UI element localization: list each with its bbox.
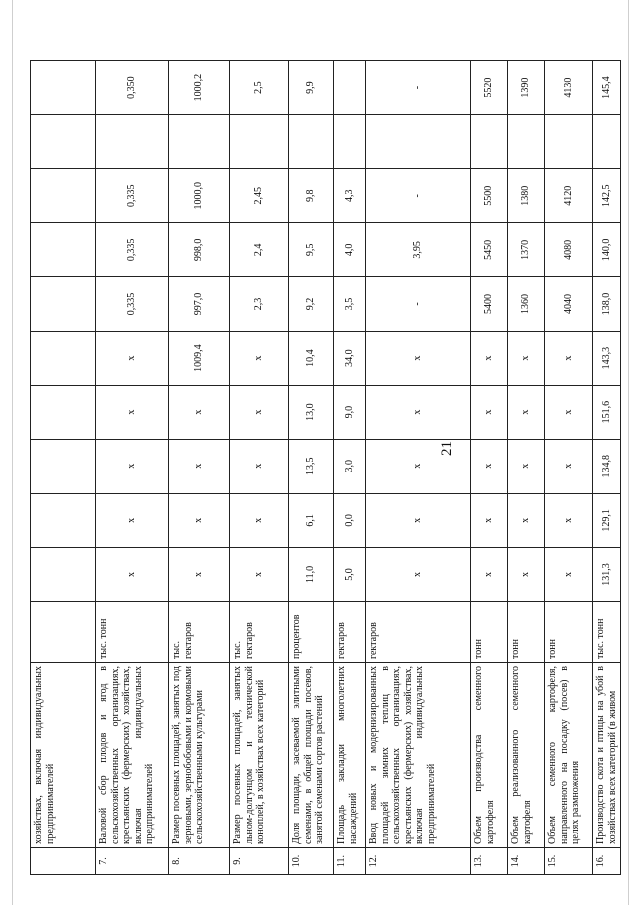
row-number: 9. — [230, 848, 289, 875]
value-cell: 5,0 — [334, 547, 366, 601]
table-row — [289, 61, 334, 875]
value-cell: 5500 — [471, 169, 508, 223]
value-cell: 1370 — [508, 223, 545, 277]
value-cell: 1360 — [508, 277, 545, 331]
value-cell: 140,0 — [593, 223, 621, 277]
value-cell: 138,0 — [593, 277, 621, 331]
value-cell: 10,4 — [289, 331, 334, 385]
table-row — [334, 61, 366, 875]
unit-cell: тонн — [545, 602, 593, 663]
value-cell: 0,350 — [96, 61, 169, 115]
value-cell: x — [508, 493, 545, 547]
value-cell: 143,3 — [593, 331, 621, 385]
value-cell: x — [169, 547, 230, 601]
value-cell: x — [230, 385, 289, 439]
unit-cell — [31, 602, 96, 663]
value-cell: x — [366, 439, 471, 493]
value-cell: 5400 — [471, 277, 508, 331]
value-cell: 4080 — [545, 223, 593, 277]
value-cell: x — [508, 331, 545, 385]
value-cell: - — [366, 277, 471, 331]
indicator-name: Площадь закладки многолетних насаждений — [334, 663, 366, 848]
row-number: 13. — [471, 848, 508, 875]
table-row — [230, 61, 289, 875]
unit-cell: гектаров — [334, 602, 366, 663]
value-cell: 2,3 — [230, 277, 289, 331]
value-cell: 13,5 — [289, 439, 334, 493]
value-cell — [31, 277, 96, 331]
indicators-table — [30, 60, 621, 875]
row-number: 11. — [334, 848, 366, 875]
value-cell: 145,4 — [593, 61, 621, 115]
value-cell: 3,5 — [334, 277, 366, 331]
value-cell: x — [471, 331, 508, 385]
value-cell — [230, 115, 289, 169]
value-cell: 9,0 — [334, 385, 366, 439]
value-cell: x — [545, 385, 593, 439]
value-cell: 11,0 — [289, 547, 334, 601]
value-cell: x — [230, 547, 289, 601]
value-cell: x — [96, 493, 169, 547]
table-row — [96, 61, 169, 875]
indicator-name: Ввод новых и модернизированных площадей зимних теплиц в сельскохозяйственных организациях, крестьянских (фермерских) хозяйствах, включая индивидуальных предпринимателей — [366, 663, 471, 848]
unit-cell: тыс. гектаров — [230, 602, 289, 663]
table-row — [169, 61, 230, 875]
value-cell: 6,1 — [289, 493, 334, 547]
value-cell: x — [508, 439, 545, 493]
indicator-name: Размер посевных площадей, занятых льном-долгунцом и технической коноплей, в хозяйствах всех категорий — [230, 663, 289, 848]
value-cell: x — [508, 547, 545, 601]
value-cell — [545, 115, 593, 169]
value-cell — [366, 115, 471, 169]
value-cell: x — [169, 385, 230, 439]
scan-edge-left — [12, 0, 13, 905]
indicator-name: Валовой сбор плодов и ягод в сельскохозяйственных организациях, крестьянских (фермерских) хозяйствах, включая индивидуальных предпринимателей — [96, 663, 169, 848]
rotated-table-container — [30, 60, 618, 875]
value-cell: 2,5 — [230, 61, 289, 115]
indicator-name: хозяйствах, включая индивидуальных предпринимателей — [31, 663, 96, 848]
value-cell: 34,0 — [334, 331, 366, 385]
unit-cell: тонн — [471, 602, 508, 663]
indicator-name: Доля площади, засеваемой элитными семенами, в общей площади посевов, занятой семенами сортов растений — [289, 663, 334, 848]
value-cell — [334, 61, 366, 115]
row-number: 7. — [96, 848, 169, 875]
value-cell: 0,335 — [96, 169, 169, 223]
value-cell: 142,5 — [593, 169, 621, 223]
value-cell: x — [508, 385, 545, 439]
value-cell: 3,0 — [334, 439, 366, 493]
unit-cell: процентов — [289, 602, 334, 663]
table-row — [31, 61, 96, 875]
value-cell: 4130 — [545, 61, 593, 115]
value-cell: 4,3 — [334, 169, 366, 223]
value-cell: x — [545, 439, 593, 493]
value-cell: x — [471, 493, 508, 547]
value-cell — [31, 61, 96, 115]
row-number: 8. — [169, 848, 230, 875]
value-cell: - — [366, 61, 471, 115]
unit-cell: тыс. тонн — [593, 602, 621, 663]
value-cell: 13,0 — [289, 385, 334, 439]
value-cell — [31, 493, 96, 547]
value-cell: 1009,4 — [169, 331, 230, 385]
unit-cell: тонн — [508, 602, 545, 663]
table-row — [545, 61, 593, 875]
value-cell: x — [545, 493, 593, 547]
value-cell: x — [230, 439, 289, 493]
value-cell — [593, 115, 621, 169]
value-cell: 151,6 — [593, 385, 621, 439]
value-cell: 129,1 — [593, 493, 621, 547]
value-cell: x — [230, 331, 289, 385]
value-cell: x — [471, 385, 508, 439]
unit-cell: тыс. тонн — [96, 602, 169, 663]
value-cell: x — [471, 439, 508, 493]
table-row — [366, 61, 471, 875]
value-cell: 1000,2 — [169, 61, 230, 115]
value-cell: 998,0 — [169, 223, 230, 277]
value-cell: x — [96, 385, 169, 439]
value-cell: 2,4 — [230, 223, 289, 277]
row-number: 16. — [593, 848, 621, 875]
value-cell: 134,8 — [593, 439, 621, 493]
value-cell — [31, 547, 96, 601]
value-cell: 0,335 — [96, 223, 169, 277]
value-cell: 4040 — [545, 277, 593, 331]
value-cell — [508, 115, 545, 169]
value-cell: 9,5 — [289, 223, 334, 277]
value-cell: 997,0 — [169, 277, 230, 331]
value-cell — [31, 331, 96, 385]
value-cell — [471, 115, 508, 169]
value-cell — [96, 115, 169, 169]
value-cell: 9,2 — [289, 277, 334, 331]
value-cell: - — [366, 169, 471, 223]
value-cell: 9,9 — [289, 61, 334, 115]
value-cell: x — [169, 439, 230, 493]
value-cell — [334, 115, 366, 169]
value-cell: x — [366, 547, 471, 601]
indicator-name: Размер посевных площадей, занятых под зерновыми, зернобобовыми и кормовыми сельскохозяйственными культурами — [169, 663, 230, 848]
value-cell: x — [545, 547, 593, 601]
value-cell: 4120 — [545, 169, 593, 223]
row-number: 10. — [289, 848, 334, 875]
value-cell: 131,3 — [593, 547, 621, 601]
scan-edge-right — [628, 0, 629, 905]
value-cell — [31, 439, 96, 493]
table-row — [593, 61, 621, 875]
value-cell: 1000,0 — [169, 169, 230, 223]
value-cell: x — [366, 493, 471, 547]
unit-cell: гектаров — [366, 602, 471, 663]
value-cell — [31, 223, 96, 277]
row-number: 15. — [545, 848, 593, 875]
value-cell: 3,95 — [366, 223, 471, 277]
value-cell: 9,8 — [289, 169, 334, 223]
value-cell: x — [471, 547, 508, 601]
value-cell: 4,0 — [334, 223, 366, 277]
table-row — [471, 61, 508, 875]
value-cell: x — [96, 439, 169, 493]
value-cell — [169, 115, 230, 169]
value-cell: 1390 — [508, 61, 545, 115]
value-cell: 2,45 — [230, 169, 289, 223]
row-number — [31, 848, 96, 875]
row-number: 12. — [366, 848, 471, 875]
value-cell — [31, 115, 96, 169]
unit-cell: тыс. гектаров — [169, 602, 230, 663]
value-cell: 5520 — [471, 61, 508, 115]
indicator-name: Объем семенного картофеля, направленного на посадку (посев) в целях размножения — [545, 663, 593, 848]
value-cell — [289, 115, 334, 169]
value-cell: x — [96, 547, 169, 601]
value-cell — [31, 385, 96, 439]
indicator-name: Объем производства семенного картофеля — [471, 663, 508, 848]
page-number: 21 — [439, 441, 455, 456]
value-cell: 1380 — [508, 169, 545, 223]
value-cell: 5450 — [471, 223, 508, 277]
value-cell: 0,0 — [334, 493, 366, 547]
value-cell: x — [366, 331, 471, 385]
value-cell: 0,335 — [96, 277, 169, 331]
value-cell — [31, 169, 96, 223]
table-row — [508, 61, 545, 875]
row-number: 14. — [508, 848, 545, 875]
value-cell: x — [169, 493, 230, 547]
value-cell: x — [545, 331, 593, 385]
value-cell: x — [366, 385, 471, 439]
indicator-name: Производство скота и птицы на убой в хозяйствах всех категорий (в живом — [593, 663, 621, 848]
value-cell: x — [230, 493, 289, 547]
indicator-name: Объем реализованного семенного картофеля — [508, 663, 545, 848]
value-cell: x — [96, 331, 169, 385]
